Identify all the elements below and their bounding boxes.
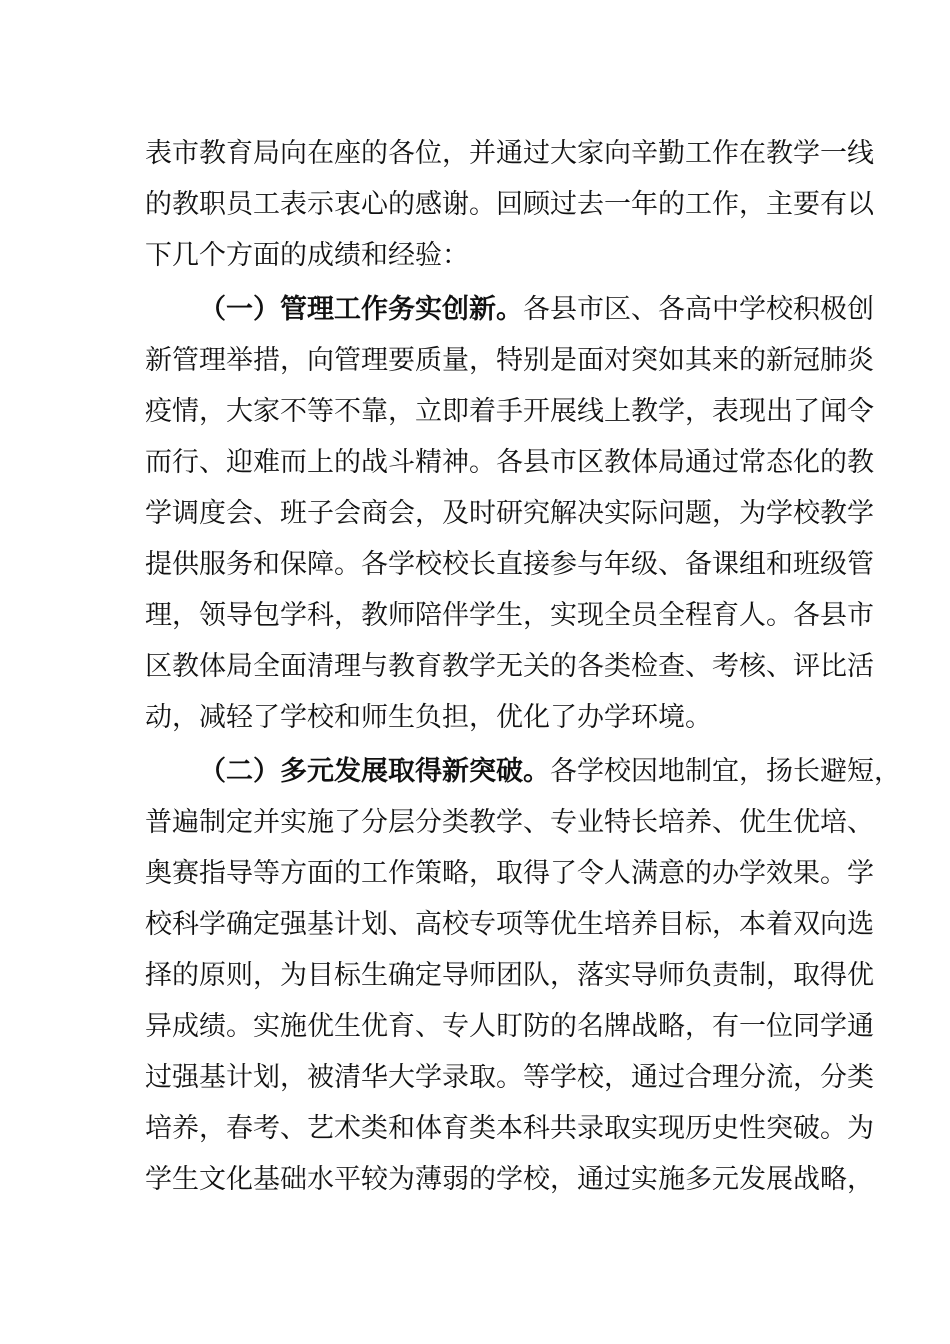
text-span: 各县市区、各高中学校积极创 (523, 294, 874, 325)
text-line: 疫情，大家不等不靠，立即着手开展线上教学，表现出了闻令 (145, 396, 874, 427)
paragraph-diversified-development (145, 746, 901, 1205)
text-line: 新管理举措，向管理要质量，特别是面对突如其来的新冠肺炎 (145, 345, 874, 376)
text-line: 普遍制定并实施了分层分类教学、专业特长培养、优生优培、 (145, 807, 874, 838)
text-line: 的教职员工表示衷心的感谢。回顾过去一年的工作，主要有以 (145, 189, 874, 220)
paragraph-management (145, 284, 874, 743)
section-heading: （一）管理工作务实创新。 (199, 294, 523, 325)
text-line: 理，领导包学科，教师陪伴学生，实现全员全程育人。各县市 (145, 600, 874, 631)
section-heading: （二）多元发展取得新突破。 (199, 756, 550, 787)
text-line: 动，减轻了学校和师生负担，优化了办学环境。 (145, 702, 712, 733)
text-line: 择的原则，为目标生确定导师团队，落实导师负责制，取得优 (145, 960, 874, 991)
text-line (145, 746, 901, 797)
text-line: 区教体局全面清理与教育教学无关的各类检查、考核、评比活 (145, 651, 874, 682)
text-line: 奥赛指导等方面的工作策略，取得了令人满意的办学效果。学 (145, 858, 874, 889)
text-span: 各学校因地制宜，扬长避短， (550, 756, 901, 787)
text-line: 提供服务和保障。各学校校长直接参与年级、备课组和班级管 (145, 549, 874, 580)
text-line: 而行、迎难而上的战斗精神。各县市区教体局通过常态化的教 (145, 447, 874, 478)
text-line: 学生文化基础水平较为薄弱的学校，通过实施多元发展战略， (145, 1164, 874, 1195)
text-line (145, 284, 874, 335)
text-line: 学调度会、班子会商会，及时研究解决实际问题，为学校教学 (145, 498, 874, 529)
paragraph-intro (145, 128, 874, 281)
text-line: 表市教育局向在座的各位，并通过大家向辛勤工作在教学一线 (145, 138, 874, 169)
text-line: 异成绩。实施优生优育、专人盯防的名牌战略，有一位同学通 (145, 1011, 874, 1042)
text-line: 培养，春考、艺术类和体育类本科共录取实现历史性突破。为 (145, 1113, 874, 1144)
text-line: 过强基计划，被清华大学录取。等学校，通过合理分流，分类 (145, 1062, 874, 1093)
document-body (145, 128, 901, 1205)
text-line: 下几个方面的成绩和经验： (145, 240, 469, 271)
text-line: 校科学确定强基计划、高校专项等优生培养目标，本着双向选 (145, 909, 874, 940)
